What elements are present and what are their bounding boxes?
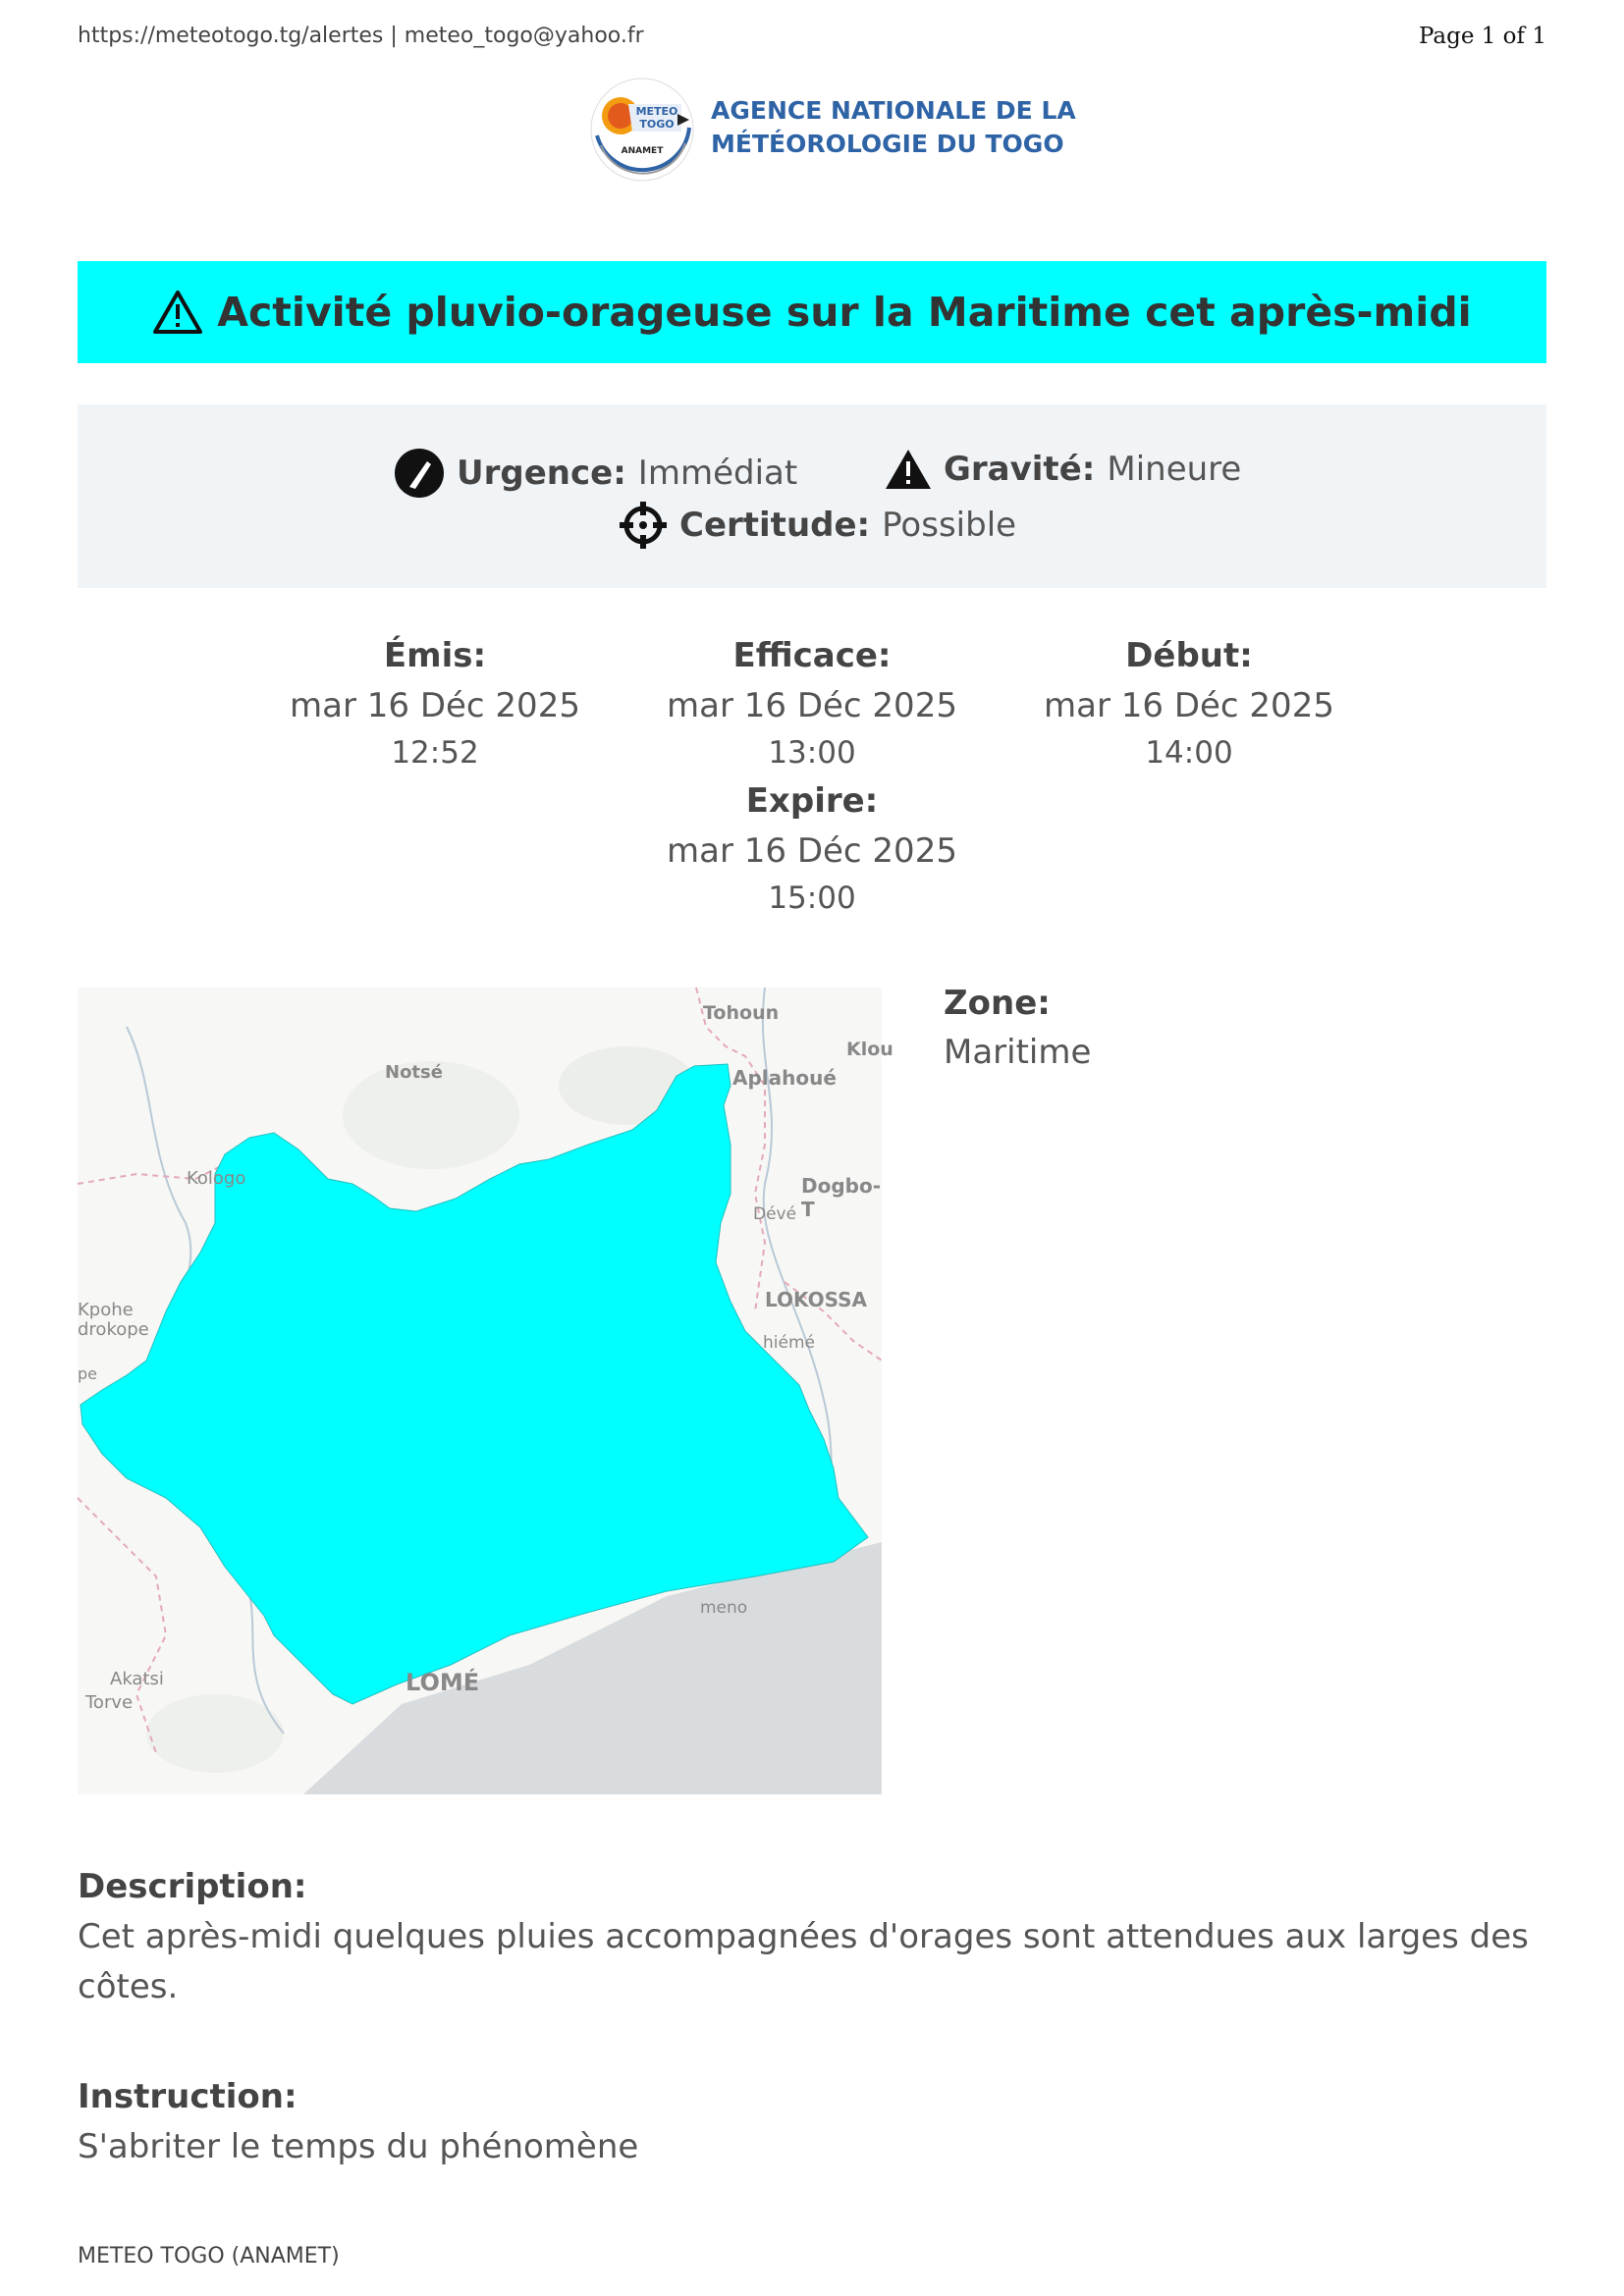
map-label-dogbo: Dogbo-T bbox=[801, 1174, 882, 1221]
certainty-value: Possible bbox=[882, 506, 1017, 545]
instruction-label: Instruction: bbox=[78, 2077, 298, 2116]
instruction-text: S'abriter le temps du phénomène bbox=[78, 2127, 639, 2166]
onset-block bbox=[993, 630, 1385, 775]
map-label-aplahoue: Aplahoué bbox=[732, 1066, 837, 1090]
map-canvas bbox=[78, 988, 882, 1794]
badge-anamet-text: ANAMET bbox=[621, 146, 664, 156]
description-text: Cet après-midi quelques pluies accompagnées d'orages sont attendues aux larges des côtes. bbox=[78, 1917, 1529, 2006]
effective-date: mar 16 Déc 2025 bbox=[667, 686, 957, 725]
map-label-lome: LOMÉ bbox=[406, 1669, 480, 1696]
agency-name-line1: AGENCE NATIONALE DE LA bbox=[711, 96, 1076, 125]
severity-value: Mineure bbox=[1107, 450, 1242, 489]
map-label-tohoun: Tohoun bbox=[703, 1002, 780, 1024]
contact-email-link[interactable]: meteo_togo@yahoo.fr bbox=[404, 24, 644, 48]
map-label-notse: Notsé bbox=[385, 1062, 443, 1083]
map-label-pe: pe bbox=[78, 1364, 97, 1383]
onset-date: mar 16 Déc 2025 bbox=[1044, 686, 1334, 725]
severity-item bbox=[885, 448, 1241, 491]
zone-value: Maritime bbox=[944, 1033, 1092, 1072]
agency-name-line2: MÉTÉOROLOGIE DU TOGO bbox=[711, 130, 1064, 158]
severity-label: Gravité: bbox=[944, 450, 1096, 489]
urgency-label: Urgence: bbox=[457, 454, 626, 493]
description-label: Description: bbox=[78, 1867, 307, 1906]
issued-label: Émis: bbox=[383, 636, 487, 675]
certainty-label: Certitude: bbox=[679, 506, 871, 545]
alert-title-bar bbox=[78, 261, 1546, 363]
crosshair-icon bbox=[619, 501, 668, 550]
agency-emblem-icon bbox=[587, 77, 700, 183]
map-label-klou: Klou bbox=[846, 1039, 893, 1060]
map-label-kpohe: Kpohe bbox=[78, 1300, 134, 1320]
gauge-icon bbox=[394, 448, 445, 499]
alert-zone-map[interactable] bbox=[78, 988, 893, 1794]
alert-title: Activité pluvio-orageuse sur la Maritime cet après-midi bbox=[217, 289, 1472, 336]
map-label-deve: Dévé bbox=[753, 1204, 797, 1224]
effective-block bbox=[616, 630, 1008, 775]
agency-logo bbox=[587, 77, 1076, 183]
page-counter: Page 1 of 1 bbox=[1418, 24, 1546, 49]
map-label-drokope: drokope bbox=[78, 1319, 149, 1340]
zone-label: Zone: bbox=[944, 984, 1051, 1023]
certainty-item bbox=[619, 501, 1016, 550]
agency-name bbox=[711, 94, 1076, 161]
expires-label: Expire: bbox=[745, 781, 879, 821]
map-label-lokossa: LOKOSSA bbox=[765, 1288, 868, 1311]
expires-date: mar 16 Déc 2025 bbox=[667, 831, 957, 871]
expires-block bbox=[616, 775, 1008, 921]
issued-block bbox=[239, 630, 631, 775]
badge-meteo-text: METEO bbox=[635, 105, 678, 118]
alert-meta-box bbox=[78, 404, 1546, 588]
map-label-torve: Torve bbox=[85, 1692, 134, 1713]
effective-label: Efficace: bbox=[732, 636, 892, 675]
effective-time: 13:00 bbox=[768, 735, 856, 771]
map-label-meno: meno bbox=[700, 1598, 748, 1618]
issued-date: mar 16 Déc 2025 bbox=[290, 686, 580, 725]
map-label-hieme: hiémé bbox=[763, 1333, 815, 1353]
map-label-akatsi: Akatsi bbox=[110, 1669, 164, 1689]
header-separator: | bbox=[383, 24, 405, 48]
badge-togo-text: TOGO bbox=[639, 118, 675, 131]
urgency-value: Immédiat bbox=[637, 454, 798, 493]
source-url-link[interactable]: https://meteotogo.tg/alertes bbox=[78, 24, 384, 48]
warning-triangle-filled-icon bbox=[885, 448, 932, 491]
expires-time: 15:00 bbox=[768, 881, 856, 916]
page-footer: METEO TOGO (ANAMET) bbox=[78, 2244, 340, 2269]
map-label-kologo: Kologo bbox=[187, 1168, 246, 1189]
header-source bbox=[78, 24, 644, 48]
onset-time: 14:00 bbox=[1145, 735, 1233, 771]
issued-time: 12:52 bbox=[391, 735, 479, 771]
onset-label: Début: bbox=[1125, 636, 1253, 675]
warning-triangle-outline-icon bbox=[152, 290, 203, 335]
urgency-item bbox=[394, 448, 797, 499]
